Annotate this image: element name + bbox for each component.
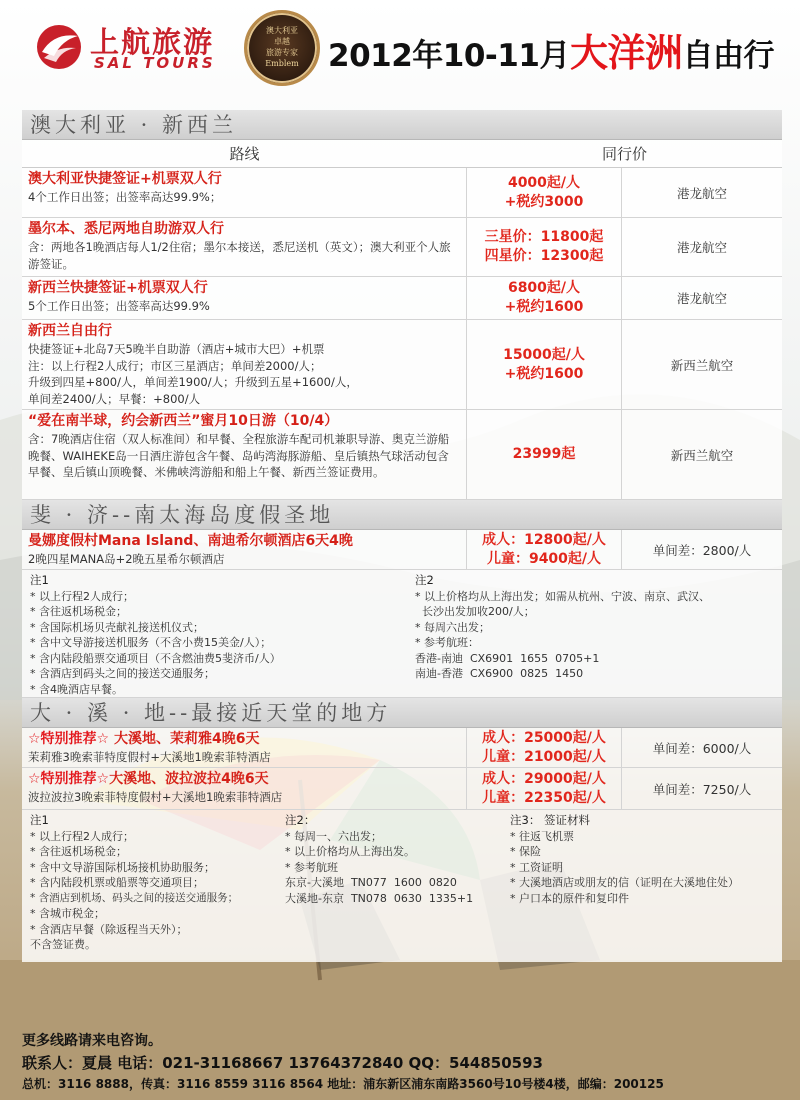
table-row	[22, 320, 782, 410]
note-item: * 户口本的原件和复印件	[510, 891, 629, 905]
note-item: * 含中文导游国际机场接机协助服务；	[30, 860, 215, 874]
price-cell	[467, 218, 622, 276]
price-cell	[467, 277, 622, 319]
note-item: * 含内陆段机票或船票等交通项目；	[30, 876, 204, 889]
note-item: * 参考航班：	[415, 636, 479, 649]
price-line: 儿童：22350起/人	[482, 789, 606, 806]
route-desc: 波拉波拉3晚索菲特度假村+大溪地1晚索菲特酒店	[28, 790, 283, 804]
notes-fiji	[22, 570, 782, 698]
contact-footer	[22, 1030, 782, 1093]
airline-cell: 港龙航空	[676, 185, 727, 201]
route-title	[28, 730, 460, 749]
route-title: 新西兰自由行	[28, 323, 112, 339]
footer-address: 总机：3116 8888，传真：3116 8559 3116 8564 地址：浦东新区浦东南路3560号10号楼4楼，邮编：200125	[22, 1077, 664, 1091]
price-line: 儿童：9400起/人	[486, 550, 602, 567]
featured-tag: ☆特别推荐☆	[28, 731, 110, 747]
single-room-cell: 单间差：6000/人	[652, 740, 752, 756]
note-item: * 保险	[510, 845, 541, 858]
table-row	[22, 218, 782, 277]
note-item: * 参考航班	[285, 860, 338, 874]
note-heading: 注2	[415, 573, 434, 587]
note-col	[22, 570, 407, 697]
note-col	[502, 810, 782, 950]
price-cell	[467, 768, 622, 809]
note-item: * 含酒店到机场、码头之间的接送交通服务；	[30, 891, 239, 904]
price-cell	[467, 168, 622, 217]
airline-cell: 新西兰航空	[670, 357, 734, 373]
col-price: 同行价	[601, 145, 647, 163]
route-title-text: 大溪地、茉莉雅4晚6天	[109, 731, 260, 747]
route-desc: 4个工作日出签；出签率高达99.9%；	[28, 190, 222, 204]
sal-logo-icon	[34, 22, 84, 72]
note-item: * 含酒店早餐（除返程当天外）；	[30, 922, 188, 936]
route-desc: 茉莉雅3晚索菲特度假村+大溪地1晚索菲特酒店	[28, 750, 271, 764]
content-panel	[22, 110, 782, 950]
title-highlight: 大洋洲	[569, 31, 683, 75]
note-item: * 每周六出发；	[415, 620, 490, 634]
route-cell	[22, 530, 467, 569]
footer-more-routes: 更多线路请来电咨询。	[22, 1033, 162, 1049]
price-line: +税约3000	[504, 193, 584, 210]
route-cell	[22, 768, 467, 809]
note-item: * 含往返机场税金；	[30, 845, 127, 858]
table-row	[22, 728, 782, 768]
note-item: 香港-南迪 CX6901 1655 0705+1	[415, 651, 600, 665]
note-item: 不含签证费。	[30, 938, 96, 951]
note-col	[277, 810, 502, 950]
note-item: * 往返飞机票	[510, 829, 574, 843]
seal-text: 澳大利亚 卓越 旅游专家 Emblem	[265, 26, 299, 68]
note-item: * 含酒店到码头之间的接送交通服务；	[30, 667, 215, 680]
route-title: 澳大利亚快捷签证+机票双人行	[28, 171, 222, 187]
footer-contact: 联系人：夏晨 电话：021-31168667 13764372840 QQ：544850593	[22, 1054, 543, 1072]
route-desc: 含：两地各1晚酒店每人1/2住宿；墨尔本接送，悉尼送机（英文）；澳大利亚个人旅游签证。	[28, 240, 451, 271]
price-line: 4000起/人	[507, 174, 581, 191]
single-room-cell: 单间差：7250/人	[652, 781, 752, 797]
note-item: * 含往返机场税金；	[30, 605, 127, 618]
note-item: * 含4晚酒店早餐。	[30, 682, 123, 696]
price-line: 15000起/人	[503, 346, 585, 363]
section-heading-tahiti: 大 · 溪 · 地--最接近天堂的地方	[22, 698, 782, 728]
note-item: * 以上行程2人成行；	[30, 589, 134, 603]
route-desc: 快捷签证+北岛7天5晚半自助游（酒店+城市大巴）+机票 注：以上行程2人成行；市区三星酒店；单间差2000/人； 升级到四星+800/人，单间差1900/人；升级到五星+1600/人， 单间差2400/人；早餐：+800/人	[28, 342, 358, 406]
page-header	[0, 0, 800, 100]
airline-cell: 港龙航空	[676, 240, 727, 255]
price-cell	[467, 530, 622, 569]
table-row	[22, 530, 782, 570]
note-item: * 以上价格均从上海出发；如需从杭州、宁波、南京、武汉、	[415, 589, 710, 603]
brand-name-en: SAL TOURS	[94, 54, 216, 72]
route-cell	[22, 277, 467, 319]
note-item: * 含中文导游接送机服务（不含小费15美金/人）；	[30, 636, 272, 649]
note-item: * 每周一、六出发；	[285, 829, 382, 843]
route-desc: 含：7晚酒店住宿（双人标准间）和早餐、全程旅游车配司机兼职导游、奥克兰游船晚餐、WAIHEKE岛一日酒庄游包含午餐、岛屿湾海豚游船、皇后镇热气球活动包含早餐、皇后镇山顶晚餐、米佛峡湾游船和船上午餐、新西兰签证费用。	[28, 432, 450, 479]
note-heading: 注1	[30, 813, 49, 827]
route-cell	[22, 728, 467, 767]
note-heading: 注1	[30, 573, 49, 587]
note-item: 南迪-香港 CX6900 0825 1450	[415, 667, 584, 680]
note-heading: 注3： 签证材料	[510, 813, 590, 827]
price-line: 四星价：12300起	[484, 248, 604, 264]
note-item: 长沙出发加收200/人；	[415, 605, 535, 618]
table-row	[22, 768, 782, 810]
award-seal	[244, 10, 320, 86]
price-line: 6800起/人	[507, 280, 581, 296]
column-header	[22, 140, 782, 168]
col-route: 路线	[229, 145, 260, 163]
brand-name-cn: 上航旅游	[90, 25, 215, 59]
title-prefix: 2012年10-11月	[328, 38, 570, 74]
price-line: 成人：25000起/人	[482, 729, 606, 746]
price-line: +税约1600	[504, 365, 584, 382]
airline-cell: 新西兰航空	[670, 447, 734, 463]
notes-tahiti	[22, 810, 782, 950]
note-item: * 含内陆段船票交通项目（不含燃油费5斐济币/人）	[30, 651, 281, 665]
route-title: “爱在南半球，约会新西兰”蜜月10日游（10/4）	[28, 413, 339, 429]
route-title: 墨尔本、悉尼两地自助游双人行	[28, 221, 224, 237]
route-cell	[22, 218, 467, 276]
table-row	[22, 168, 782, 218]
airline-cell: 港龙航空	[676, 291, 727, 306]
section-heading-australia-nz: 澳大利亚 · 新西兰	[22, 110, 782, 140]
route-title	[28, 770, 460, 789]
route-cell	[22, 320, 467, 409]
price-line: 成人：12800起/人	[482, 531, 606, 548]
route-title: 曼娜度假村Mana Island、南迪希尔顿酒店6天4晚	[28, 533, 353, 549]
price-line: 成人：29000起/人	[482, 770, 606, 787]
featured-tag: ☆特别推荐☆	[28, 771, 110, 787]
price-cell	[467, 320, 622, 409]
route-title: 新西兰快捷签证+机票双人行	[28, 280, 208, 296]
route-cell	[22, 168, 467, 217]
brand-logo	[34, 18, 234, 78]
route-title-text: 大溪地、波拉波拉4晚6天	[109, 771, 269, 787]
route-cell	[22, 410, 467, 499]
route-desc: 5个工作日出签；出签率高达99.9%	[28, 299, 210, 313]
price-line: 儿童：21000起/人	[482, 748, 606, 765]
section-heading-fiji: 斐 · 济--南太海岛度假圣地	[22, 500, 782, 530]
table-row	[22, 410, 782, 500]
single-room-cell: 单间差：2800/人	[652, 542, 752, 558]
price-line: 三星价：11800起	[484, 229, 604, 245]
note-item: * 工资证明	[510, 860, 563, 874]
price-line: +税约1600	[504, 299, 584, 315]
note-col	[22, 810, 277, 950]
note-item: 东京-大溪地 TN077 1600 0820	[285, 876, 457, 889]
title-suffix: 自由行	[682, 38, 774, 74]
price-cell	[467, 410, 622, 499]
table-row	[22, 277, 782, 320]
page-title	[328, 22, 774, 77]
note-item: * 大溪地酒店或朋友的信（证明在大溪地住处）	[510, 876, 739, 889]
note-item: 大溪地-东京 TN078 0630 1335+1	[285, 891, 474, 905]
note-item: * 以上行程2人成行；	[30, 829, 134, 843]
note-item: * 含城市税金；	[30, 907, 105, 920]
price-cell	[467, 728, 622, 767]
note-col	[407, 570, 782, 697]
note-item: * 含国际机场贝壳献礼接送机仪式；	[30, 620, 204, 634]
price-line: 23999起	[512, 446, 576, 462]
note-item: * 以上价格均从上海出发。	[285, 845, 415, 858]
route-desc: 2晚四星MANA岛+2晚五星希尔顿酒店	[28, 552, 225, 566]
note-heading: 注2：	[285, 813, 316, 827]
